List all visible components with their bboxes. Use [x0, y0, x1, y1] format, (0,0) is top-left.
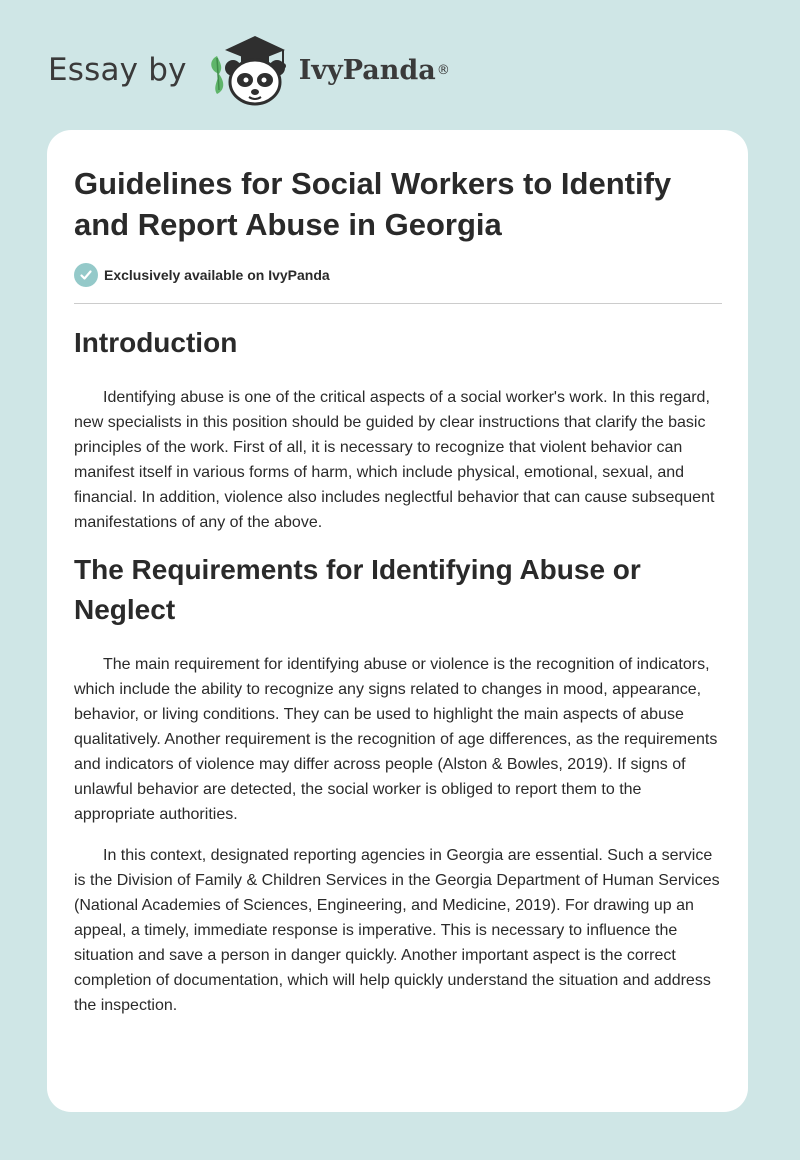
brand-name: IvyPanda	[298, 54, 436, 86]
section-heading-introduction: Introduction	[74, 327, 238, 358]
article-card	[47, 130, 748, 1112]
paragraph: The main requirement for identifying abuse or violence is the recognition of indicators, which include the ability to recognize any signs related to changes in mood, appearance, behavior, or living conditions. They can be used to highlight the main aspects of abuse qualitatively. Another requirement is the recognition of age differences, as the requirements and indicators of violence may differ across people (Alston & Bowles, 2019). If signs of unlawful behavior are detected, the social worker is obliged to report them to the appropriate authorities.	[74, 656, 718, 823]
registered-mark: ®	[436, 62, 450, 78]
paragraph: In this context, designated reporting agencies in Georgia are essential. Such a service is the Division of Family & Children Services in the Georgia Department of Human Services (National Academies of Sciences, Engineering, and Medicine, 2019). For drawing up an appeal, a timely, immediate response is imperative. This is necessary to influence the situation and save a person in danger quickly. Another important aspect is the correct completion of documentation, which will help quickly understand the situation and address the inspection.	[74, 847, 720, 1014]
exclusive-badge	[74, 263, 330, 287]
section-heading-requirements: The Requirements for Identifying Abuse or Neglect	[74, 554, 641, 625]
divider	[74, 303, 722, 304]
brand-prefix: Essay by	[48, 52, 187, 88]
checkmark-icon	[74, 263, 98, 287]
brand-header[interactable]	[48, 30, 450, 110]
paragraph: Identifying abuse is one of the critical aspects of a social worker's work. In this regard, new specialists in this position should be guided by clear instructions that clarify the basic principles of the work. First of all, it is necessary to recognize that violent behavior can manifest itself in various forms of harm, which include physical, emotional, sexual, and financial. In addition, violence also includes neglectful behavior that can cause subsequent manifestations of any of the above.	[74, 389, 715, 531]
exclusive-badge-label: Exclusively available on IvyPanda	[104, 267, 330, 283]
panda-graduate-logo-icon	[205, 30, 291, 110]
page-title: Guidelines for Social Workers to Identify and Report Abuse in Georgia	[74, 166, 672, 242]
